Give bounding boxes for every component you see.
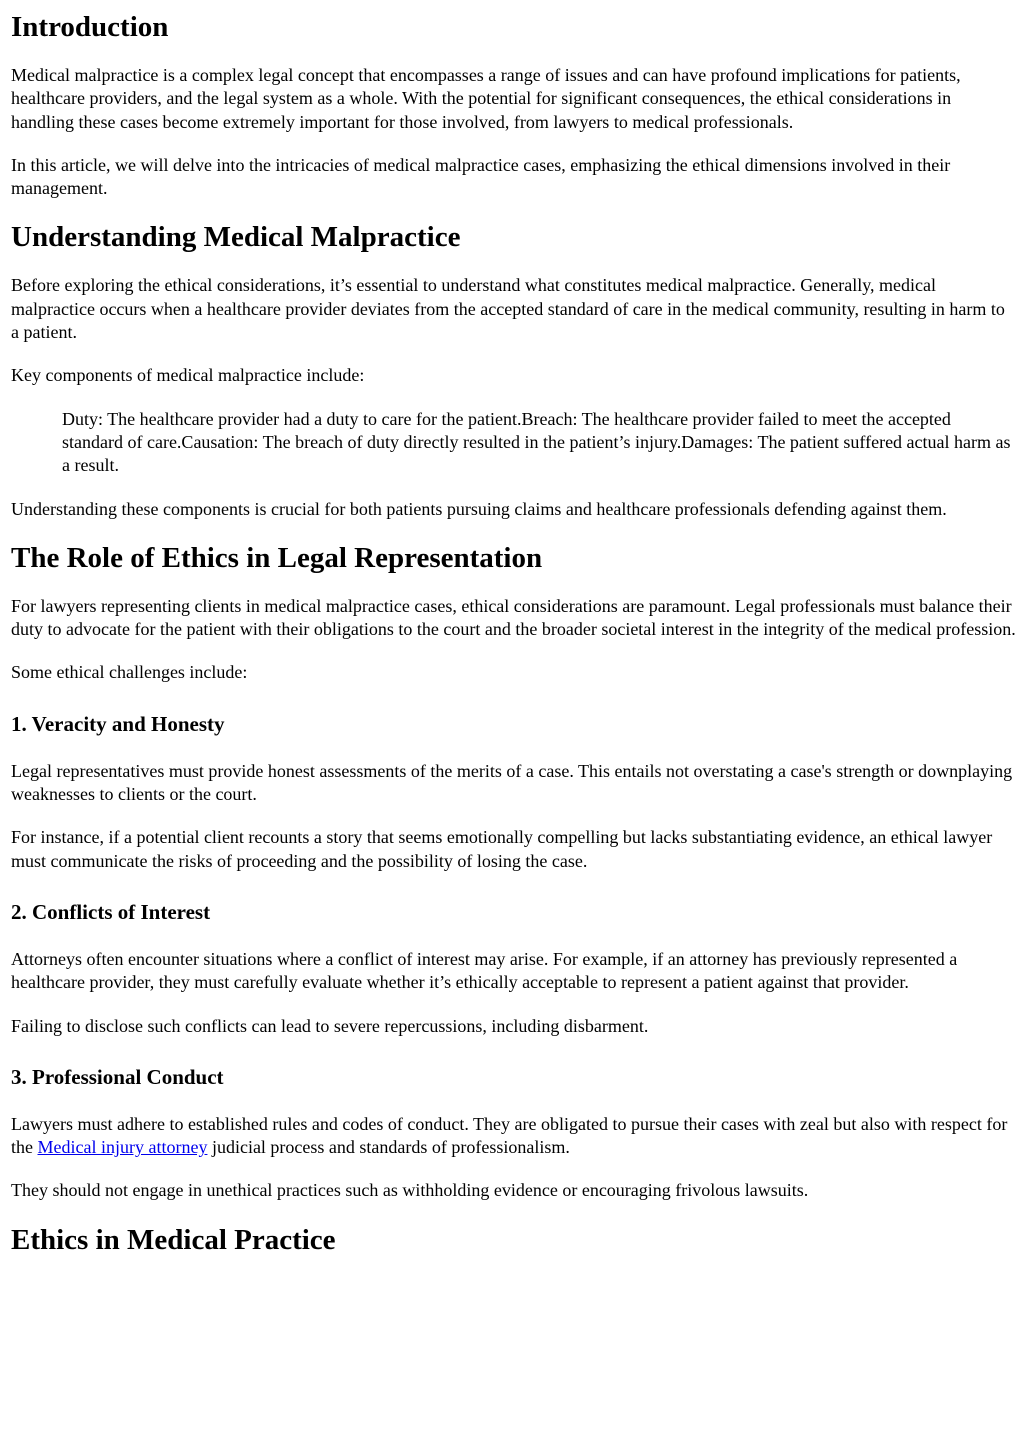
paragraph: Medical malpractice is a complex legal concept that encompasses a range of issues and can have profound implications for patients, healthcare providers, and the legal system as a whole. With the potential for significant consequences, the ethical considerations in handling these cases become extremely important for those involved, from lawyers to medical professionals. <box>11 65 961 132</box>
paragraph: Failing to disclose such conflicts can lead to severe repercussions, including disbarment. <box>11 1015 649 1036</box>
heading-understanding-medical-malpractice: Understanding Medical Malpractice <box>11 221 461 254</box>
blockquote-components: Duty: The healthcare provider had a duty to care for the patient.Breach: The healthcare provider failed to meet the accepted standard of care.Causation: The breach of duty directly resulted in the patient’s injury.Damages: The patient suffered actual harm as a result. <box>62 408 1011 476</box>
paragraph: Attorneys often encounter situations where a conflict of interest may arise. For example, if an attorney has previously represented a healthcare provider, they must carefully evaluate whether it’s ethically acceptable to represent a patient against that provider. <box>11 948 958 993</box>
paragraph-with-link <box>11 1113 1016 1160</box>
paragraph: Legal representatives must provide honest assessments of the merits of a case. This entails not overstating a case's strength or downplaying weaknesses to clients or the court. <box>11 760 1013 805</box>
paragraph: In this article, we will delve into the intricacies of medical malpractice cases, emphasizing the ethical dimensions involved in their management. <box>11 154 951 199</box>
subheading-professional-conduct: 3. Professional Conduct <box>11 1064 224 1089</box>
paragraph: Before exploring the ethical considerations, it’s essential to understand what constitutes medical malpractice. Generally, medical malpractice occurs when a healthcare provider deviates from the accepted standard of care in the medical community, resulting in harm to a patient. <box>11 275 1005 343</box>
heading-ethics-in-medical-practice: Ethics in Medical Practice <box>11 1223 336 1256</box>
paragraph: Some ethical challenges include: <box>11 662 248 683</box>
heading-introduction: Introduction <box>11 11 169 43</box>
paragraph: Key components of medical malpractice include: <box>11 365 365 386</box>
paragraph: For lawyers representing clients in medical malpractice cases, ethical considerations are paramount. Legal professionals must balance their duty to advocate for the patient with their obligations to the court and the broader societal interest in the integrity of the medical profession. <box>11 595 1016 640</box>
article <box>0 10 1024 1257</box>
subheading-veracity: 1. Veracity and Honesty <box>11 711 225 736</box>
subheading-conflicts: 2. Conflicts of Interest <box>11 899 211 924</box>
text-after-link: judicial process and standards of professionalism. <box>207 1137 570 1158</box>
paragraph: For instance, if a potential client recounts a story that seems emotionally compelling but lacks substantiating evidence, an ethical lawyer must communicate the risks of proceeding and the possibility of losing the case. <box>11 827 993 871</box>
heading-role-of-ethics: The Role of Ethics in Legal Representation <box>11 541 543 574</box>
paragraph: Understanding these components is crucial for both patients pursuing claims and healthcare professionals defending against them. <box>11 498 947 519</box>
medical-injury-attorney-link[interactable]: Medical injury attorney <box>37 1137 208 1158</box>
text-before-link: Lawyers must adhere to established rules and codes of conduct. They are obligated to pursue their cases with zeal but also with respect for the <box>11 1113 1008 1158</box>
paragraph: They should not engage in unethical practices such as withholding evidence or encouraging frivolous lawsuits. <box>11 1180 809 1201</box>
